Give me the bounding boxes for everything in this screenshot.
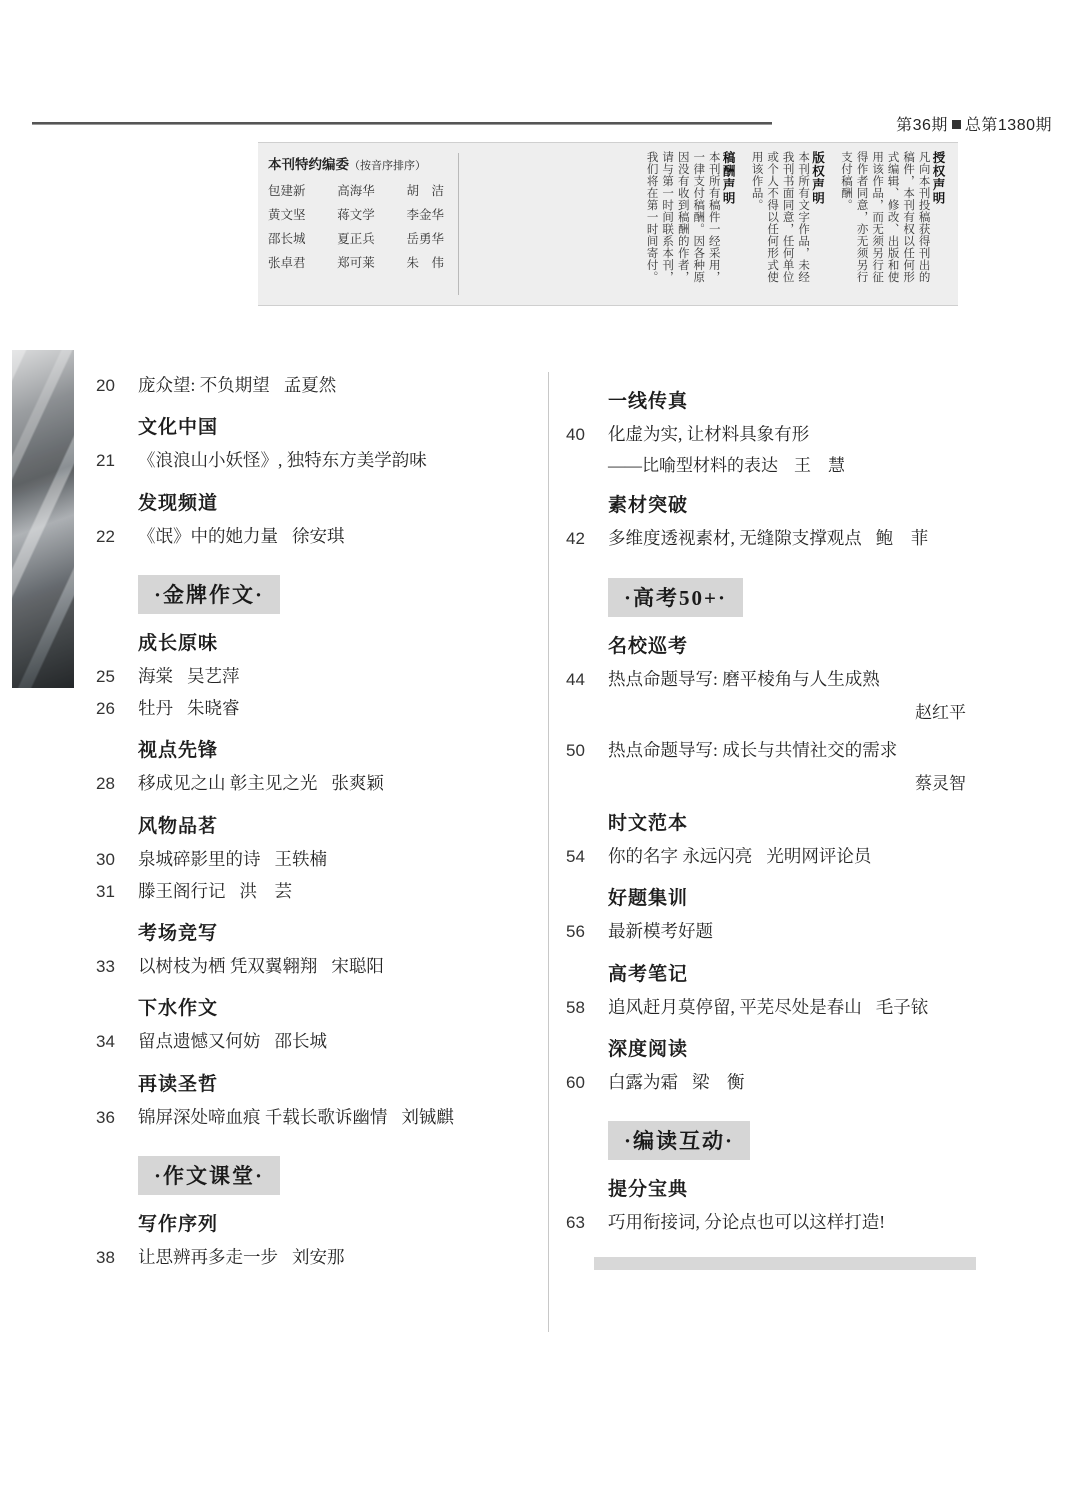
toc-entry-title bbox=[138, 846, 327, 872]
toc-author-right: 蔡灵智 bbox=[915, 774, 966, 793]
editorial-board bbox=[258, 143, 458, 305]
toc-entry-title bbox=[138, 372, 336, 398]
toc-section-heading: 发现频道 bbox=[138, 492, 219, 514]
toc-entry-title bbox=[608, 1069, 745, 1095]
toc-title-text: 巧用衔接词, 分论点也可以这样打造! bbox=[608, 1212, 886, 1232]
toc-author: 孟夏然 bbox=[283, 375, 337, 395]
toc-category-label: ·金牌作文· bbox=[138, 575, 280, 614]
toc-title-text: 追风赶月莫停留, 平芜尽处是春山 bbox=[608, 996, 862, 1017]
toc-page-number: 36 bbox=[96, 1107, 115, 1127]
notice-title: 版权声明 bbox=[810, 151, 825, 205]
toc-category bbox=[608, 1121, 996, 1160]
toc-page-number: 38 bbox=[96, 1247, 115, 1267]
toc-entry[interactable] bbox=[566, 1209, 996, 1235]
toc-category-label: ·作文课堂· bbox=[138, 1156, 280, 1195]
toc-entry-title bbox=[138, 953, 384, 979]
toc-page-number: 58 bbox=[566, 997, 585, 1017]
toc-title-text: 热点命题导写: 磨平棱角与人生成熟 bbox=[608, 668, 880, 689]
toc-entry[interactable] bbox=[566, 421, 996, 447]
toc-page-number: 50 bbox=[566, 740, 585, 760]
toc-title-text: 庞众望: 不负期望 bbox=[138, 375, 270, 395]
toc-section-heading: 考场竞写 bbox=[138, 923, 219, 944]
toc-title-text: 多维度透视素材, 无缝隙支撑观点 bbox=[608, 528, 862, 549]
toc-page-number: 34 bbox=[96, 1032, 115, 1052]
toc-section-heading: 一线传真 bbox=[608, 391, 689, 412]
toc-author: 梁 衡 bbox=[692, 1071, 745, 1092]
toc-entry[interactable] bbox=[96, 447, 526, 473]
toc-author-right: 赵红平 bbox=[915, 702, 966, 722]
toc-entry-title bbox=[608, 918, 713, 944]
toc-category-label: ·编读互动· bbox=[608, 1121, 750, 1160]
toc-section-heading: 高考笔记 bbox=[608, 963, 689, 985]
toc-page-number: 63 bbox=[566, 1213, 585, 1232]
toc-section-heading: 文化中国 bbox=[138, 417, 219, 439]
toc-page-number: 42 bbox=[566, 529, 585, 549]
toc-title-text: 白露为霜 bbox=[608, 1071, 678, 1092]
toc-page-number: 22 bbox=[96, 526, 115, 546]
editor-row: 包建新 高海华 胡 洁 bbox=[268, 184, 444, 198]
toc-section-heading: 好题集训 bbox=[608, 888, 689, 910]
masthead-box bbox=[258, 142, 958, 306]
toc-title-text: 移成见之山 彰主见之光 bbox=[138, 773, 318, 794]
notice-authorization bbox=[838, 151, 948, 297]
toc-section-heading: 成长原味 bbox=[138, 632, 219, 654]
toc-entry[interactable] bbox=[96, 770, 526, 796]
toc-page-number: 44 bbox=[566, 669, 585, 689]
toc-entry[interactable] bbox=[96, 1244, 526, 1270]
notice-title: 稿酬声明 bbox=[721, 151, 736, 205]
toc-page-number: 31 bbox=[96, 881, 115, 901]
toc-page-number: 54 bbox=[566, 847, 585, 866]
toc-entry-title bbox=[608, 737, 897, 763]
toc-page-number: 28 bbox=[96, 774, 115, 794]
toc-entry[interactable] bbox=[96, 846, 526, 872]
editor-row: 邵长城 夏正兵 岳勇华 bbox=[268, 232, 444, 246]
toc-entry-title bbox=[608, 525, 928, 551]
notice-body: 凡向本刊投稿获得刊出的稿件，本刊有权以任何形式编辑、修改、出版和使用该作品，而无须另行征得作者同意，亦无须另行支付稿酬。 bbox=[840, 151, 930, 283]
toc-page-number: 25 bbox=[96, 666, 115, 686]
decorative-photo-strip bbox=[12, 350, 74, 688]
toc-entry[interactable] bbox=[566, 525, 996, 551]
toc-section-heading: 视点先锋 bbox=[138, 740, 219, 762]
toc-subtitle-text: ——比喻型材料的表达 bbox=[608, 456, 778, 476]
toc-entry[interactable] bbox=[566, 843, 996, 869]
toc-title-text: 以树枝为栖 凭双翼翱翔 bbox=[138, 956, 318, 976]
toc-entry[interactable] bbox=[96, 878, 526, 904]
toc-category bbox=[138, 575, 526, 614]
toc-section-heading: 提分宝典 bbox=[608, 1179, 689, 1200]
header-rule bbox=[32, 122, 772, 125]
column-divider bbox=[548, 372, 549, 1332]
notice-body: 本刊所有文字作品，未经我刊书面同意，任何单位或个人不得以任何形式使用该作品。 bbox=[750, 151, 810, 283]
toc-author: 朱晓睿 bbox=[187, 698, 240, 718]
issue-number: 第36期 bbox=[896, 117, 948, 134]
toc-entry[interactable] bbox=[566, 918, 996, 944]
toc-entry[interactable] bbox=[96, 953, 526, 979]
toc-entry[interactable] bbox=[96, 1104, 526, 1130]
square-bullet-icon bbox=[952, 120, 961, 129]
editorial-board-title-sub: （按音序排序） bbox=[349, 160, 426, 172]
toc-author: 邵长城 bbox=[274, 1031, 327, 1052]
toc-section-heading: 写作序列 bbox=[138, 1213, 219, 1235]
toc-entry[interactable] bbox=[566, 737, 996, 763]
editorial-board-title-main: 本刊特约编委 bbox=[268, 157, 349, 172]
toc-entry-title bbox=[138, 1104, 454, 1130]
toc-section-heading: 素材突破 bbox=[608, 495, 689, 517]
toc-author: 张爽颖 bbox=[331, 773, 384, 794]
toc-entry-title bbox=[138, 878, 292, 904]
toc-section-heading: 风物品茗 bbox=[138, 815, 219, 837]
toc-entry-title bbox=[138, 523, 345, 549]
toc-page-number: 33 bbox=[96, 957, 115, 976]
toc-author: 吴艺萍 bbox=[187, 665, 240, 686]
toc-category bbox=[138, 1156, 526, 1195]
toc-page-number: 40 bbox=[566, 425, 585, 444]
toc-column-right bbox=[566, 372, 996, 1270]
toc-entry-title bbox=[608, 421, 809, 447]
issue-total: 总第1380期 bbox=[964, 117, 1052, 134]
editor-row: 黄文坚 蒋文学 李金华 bbox=[268, 208, 444, 222]
toc-entry-title bbox=[138, 663, 240, 689]
toc-title-text: 滕王阁行记 bbox=[138, 880, 226, 901]
toc-subtitle-line bbox=[608, 451, 996, 476]
toc-title-text: 化虚为实, 让材料具象有形 bbox=[608, 424, 810, 444]
toc-entry[interactable] bbox=[566, 666, 996, 692]
toc-author: 刘安那 bbox=[292, 1246, 345, 1267]
toc-author: 徐安琪 bbox=[292, 525, 345, 546]
toc-column-left bbox=[96, 372, 526, 1276]
toc-title-text: 海棠 bbox=[138, 665, 173, 686]
toc-author: 宋聪阳 bbox=[331, 956, 384, 976]
toc-author: 毛子铱 bbox=[875, 996, 929, 1017]
toc-grey-bar bbox=[594, 1257, 976, 1270]
toc-title-text: 《氓》中的她力量 bbox=[138, 525, 278, 546]
toc-page-number: 60 bbox=[566, 1072, 585, 1092]
toc-entry[interactable] bbox=[96, 663, 526, 689]
toc-title-text: 泉城碎影里的诗 bbox=[138, 848, 261, 869]
toc-author: 王轶楠 bbox=[274, 848, 327, 869]
notice-payment bbox=[643, 151, 738, 297]
toc-section-heading: 深度阅读 bbox=[608, 1038, 689, 1060]
toc-title-text: 留点遗憾又何妨 bbox=[138, 1031, 261, 1052]
toc-title-text: 最新模考好题 bbox=[608, 921, 713, 942]
toc-page-number: 30 bbox=[96, 849, 115, 869]
toc-title-text: 《浪浪山小妖怪》, 独特东方美学韵味 bbox=[138, 450, 427, 471]
toc-author: 光明网评论员 bbox=[766, 846, 872, 866]
toc-entry[interactable] bbox=[96, 695, 526, 721]
toc-entry-title bbox=[138, 447, 427, 473]
toc-section-heading: 时文范本 bbox=[608, 813, 689, 834]
toc-page-number: 20 bbox=[96, 376, 115, 395]
toc-entry-title bbox=[138, 770, 384, 796]
toc-title-text: 锦屏深处啼血痕 千载长歌诉幽情 bbox=[138, 1106, 388, 1127]
toc-entry[interactable] bbox=[566, 1069, 996, 1095]
notice-body: 本刊所有稿件一经采用，一律支付稿酬。因各种原因没有收到稿酬的作者，请与第一时间联系本刊，我们将在第一时间寄付。 bbox=[645, 151, 720, 283]
toc-author: 洪 芸 bbox=[239, 880, 292, 901]
toc-title-text: 热点命题导写: 成长与共情社交的需求 bbox=[608, 739, 898, 760]
table-of-contents bbox=[96, 372, 1012, 1332]
page-header bbox=[0, 112, 1080, 140]
toc-title-text: 你的名字 永远闪亮 bbox=[608, 846, 753, 866]
toc-entry[interactable] bbox=[96, 372, 526, 398]
toc-entry[interactable] bbox=[96, 1028, 526, 1054]
toc-page-number: 56 bbox=[566, 922, 585, 942]
toc-entry-title bbox=[608, 666, 880, 692]
toc-author: 王 慧 bbox=[794, 456, 845, 476]
toc-entry-title bbox=[608, 843, 871, 869]
toc-page-number: 21 bbox=[96, 451, 115, 471]
toc-entry-title bbox=[608, 1209, 885, 1235]
toc-entry-title bbox=[138, 1028, 327, 1054]
notices-block bbox=[459, 143, 958, 305]
notice-copyright bbox=[748, 151, 827, 297]
editor-row: 张卓君 郑可莱 朱 伟 bbox=[268, 256, 444, 270]
toc-entry-title bbox=[138, 1244, 345, 1270]
toc-section-heading: 下水作文 bbox=[138, 998, 219, 1020]
toc-section-heading: 再读圣哲 bbox=[138, 1073, 219, 1095]
toc-category bbox=[608, 578, 996, 617]
toc-page-number: 26 bbox=[96, 699, 115, 718]
toc-title-text: 牡丹 bbox=[138, 698, 173, 718]
toc-entry-title bbox=[138, 695, 240, 721]
toc-section-heading: 名校巡考 bbox=[608, 635, 689, 657]
toc-author: 鲍 菲 bbox=[875, 528, 929, 549]
toc-entry[interactable] bbox=[96, 523, 526, 549]
toc-entry[interactable] bbox=[566, 994, 996, 1020]
toc-author: 刘铖麒 bbox=[401, 1106, 454, 1127]
toc-entry-title bbox=[608, 994, 928, 1020]
toc-category-label: ·高考50+· bbox=[608, 578, 743, 617]
toc-title-text: 让思辨再多走一步 bbox=[138, 1246, 278, 1267]
notice-title: 授权声明 bbox=[931, 151, 945, 205]
editorial-board-title bbox=[268, 153, 450, 173]
issue-line bbox=[896, 112, 1052, 135]
